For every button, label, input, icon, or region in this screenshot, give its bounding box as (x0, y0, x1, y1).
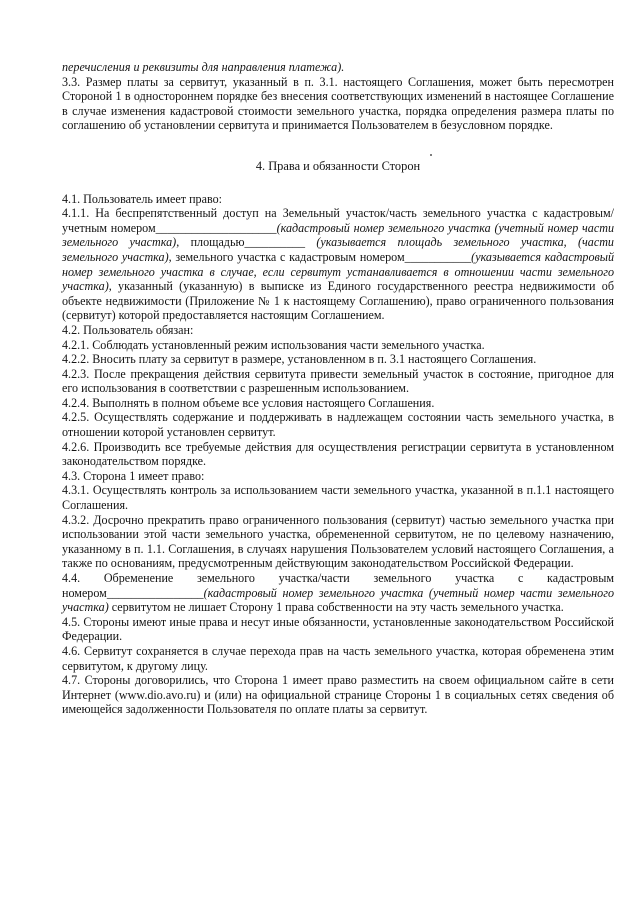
clause-4-1-1-text-a: 4.1.1. На беспрепятственный доступ на Земельный участок/часть земельного участка с кадастровым/учетным номером (62, 206, 614, 235)
clause-4-1: 4.1. Пользователь имеет право: (62, 191, 223, 206)
clause-4-7: 4.7. Стороны договорились, что Сторона 1 имеет право разместить на своем официальном сайте в сети Интернет (www.dio.avo.ru) и (или) на официальной странице Стороны 1 в социальных сетях сведения об имеющейся задолженности Пользователя по оплате платы за сервитут. (62, 673, 614, 717)
clause-4-2-4: 4.2.4. Выполнять в полном объеме все условия настоящего Соглашения. (62, 395, 435, 410)
clause-4-6: 4.6. Сервитут сохраняется в случае перехода прав на часть земельного участка, которая обременена этим сервитутом, к другому лицу. (62, 643, 614, 673)
clause-4-1-1 (62, 206, 614, 323)
clause-4-1-1-text-c: , площадью (176, 235, 245, 250)
clause-4-1-1-note-parent: (указывается кадастровый номер земельного участка в случае, если сервитут устанавливается в отношении части земельного участка) (62, 249, 615, 294)
section-4-title: 4. Права и обязанности Сторон (255, 158, 421, 173)
clause-4-3-1: 4.3.1. Осуществлять контроль за использованием части земельного участка, указанной в п.1.1 настоящего Соглашения. (62, 483, 614, 513)
scan-speck (430, 154, 432, 156)
intro-line: перечисления и реквизиты для направления платежа). (62, 60, 345, 74)
clause-4-4-text-c: сервитутом не лишает Сторону 1 права собственности на эту часть земельного участка. (108, 600, 564, 615)
cadastral-number-blank: ____________________ (155, 220, 277, 235)
clause-4-2-1: 4.2.1. Соблюдать установленный режим использования части земельного участка. (62, 337, 485, 352)
parent-cadastral-blank: ___________ (404, 249, 472, 264)
clause-3-3: 3.3. Размер платы за сервитут, указанный в п. 3.1. настоящего Соглашения, может быть пересмотрен Стороной 1 в одностороннем порядке без внесения соответствующих изменений в настоящее Соглашение в случае изменения кадастровой стоимости земельного участка, порядка определения размера платы по соглашению об установлении сервитута и принимается Пользователем в безусловном порядке. (62, 74, 614, 133)
clause-4-1-1-note-area: (указывается площадь земельного участка, (части земельного участка) (62, 235, 614, 264)
clause-4-1-1-text-g: , указанный (указанную) в выписке из Единого государственного реестра недвижимости об объекте недвижимости (Приложение № 1 к настоящему Соглашению), право ограниченного пользования (сервитут) которой предоставляется настоящим Соглашением. (62, 279, 614, 323)
clause-4-2-2: 4.2.2. Вносить плату за сервитут в размере, установленном в п. 3.1 настоящего Соглашения. (62, 352, 537, 367)
clause-4-2-3: 4.2.3. После прекращения действия сервитута привести земельный участок в состояние, пригодное для его использования в соответствии с разрешенным использованием. (62, 366, 614, 396)
clause-4-2-6: 4.2.6. Производить все требуемые действия для осуществления регистрации сервитута в установленном законодательством порядке. (62, 439, 614, 469)
encumbrance-cadastral-blank: ________________ (106, 585, 204, 600)
clause-4-2: 4.2. Пользователь обязан: (62, 322, 194, 337)
clause-4-2-5: 4.2.5. Осуществлять содержание и поддерживать в надлежащем состоянии часть земельного участка, в отношении которой установлен сервитут. (62, 410, 614, 440)
clause-4-3-2: 4.3.2. Досрочно прекратить право ограниченного пользования (сервитут) частью земельного участка при использовании этой части земельного участка, обремененной сервитутом, не по целевому назначению, указанному в п. 1.1. Соглашения, в случаях нарушения Пользователем условий настоящего Соглашения, а также по основаниям, предусмотренным действующим законодательством Российской Федерации. (62, 512, 614, 571)
clause-4-4 (62, 571, 614, 615)
area-blank: __________ (244, 235, 305, 250)
clause-4-4-text-a: 4.4. Обременение земельного участка/части земельного участка с кадастровым номером (62, 571, 614, 600)
clause-4-5: 4.5. Стороны имеют иные права и несут иные обязанности, установленные законодательством Российской Федерации. (62, 614, 614, 644)
clause-4-3: 4.3. Сторона 1 имеет право: (62, 468, 205, 483)
clause-4-1-1-note-cadastral: (кадастровый номер земельного участка (учетный номер части земельного участка) (62, 220, 614, 250)
clause-4-1-1-text-e: , земельного участка с кадастровым номером (168, 249, 405, 264)
clause-4-4-note: (кадастровый номер земельного участка (учетный номер части земельного участка) (62, 585, 614, 615)
